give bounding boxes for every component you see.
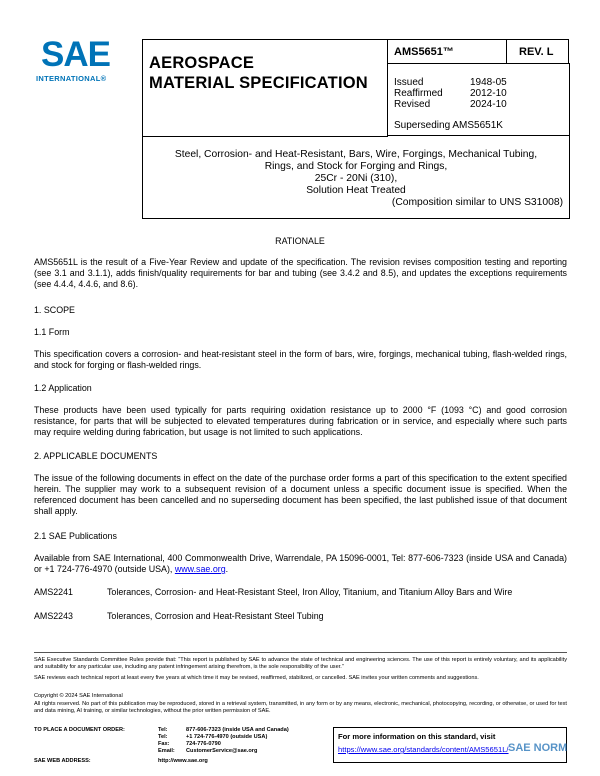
section-1-heading: 1. SCOPE [34,305,75,315]
reaffirmed-label: Reaffirmed [394,88,443,99]
standard-link[interactable]: https://www.sae.org/standards/content/AMS5651L/ [338,745,509,754]
rationale-text: AMS5651L is the result of a Five-Year Review and update of the specification. The revision revises composition testing and reporting (see 3.1 and 3.1.1), adds finish/quality requirements for bar and tubing (see 3.4.2 and 8.5), and updates the exceptions requirements (see 4.4.4, 4.4.6, and 8.6). [34,257,567,289]
documents-text: The issue of the following documents in effect on the date of the purchase order forms a part of this specification to the extent specified herein. The supplier may work to a subsequent revision of a document unless a specific document issue is specified. When the referenced document has been cancelled and no superseding document has been specified, the last published issue of that document shall apply. [34,473,567,516]
sae-logo [34,35,126,87]
section-1-1-heading: 1.1 Form [34,327,70,337]
logo-subtitle: INTERNATIONAL® [36,74,107,83]
subject-line2: Rings, and Stock for Forging and Rings, [264,161,448,172]
application-text: These products have been used typically for parts requiring oxidation resistance up to 2000 °F (1093 °C) and good corrosion resistance, for parts that will be subjected to elevated temperatures during fabrication or in service, and especially where such parts may require welding during fabrication, but usage is not limited to such applications. [34,405,567,437]
issued-label: Issued [394,77,424,88]
email-label: Email: [158,748,175,754]
spec-title-line1: AEROSPACE [149,54,255,72]
document-header [34,35,568,229]
issued-date: 1948-05 [470,77,507,88]
logo-wordmark: SAE [41,35,110,74]
rationale-heading: RATIONALE [275,236,325,246]
footer-rights-text: All rights reserved. No part of this publication may be reproduced, stored in a retrieval system, transmitted, in any form or by any means, electronic, mechanical, photocopying, recording, or otherwise, or used for text and data mining, AI training, or similar technologies, without the prior written permission of SAE. [34,701,567,714]
ref-code-ams2243: AMS2243 [34,611,73,621]
subject-cell [142,136,570,219]
info-box-title: For more information on this standard, visit [338,732,496,741]
tel2-label: Tel: [158,734,168,740]
spec-title-line2: MATERIAL SPECIFICATION [149,74,368,92]
revision-cell [505,39,569,64]
fax-value: 724-776-0790 [186,741,221,747]
footer-divider [34,652,567,653]
ref-title-ams2241: Tolerances, Corrosion- and Heat-Resistant Steel, Iron Alloy, Titanium, and Titanium Alloy Bars and Wire [107,587,513,597]
footer-rules-text: SAE Executive Standards Committee Rules provide that: “This report is published by SAE to advance the state of technical and engineering sciences. The use of this report is entirely voluntary, and its applicability and suitability for any particular use, including any patent infringement arising therefrom, is the sole responsibility of the user.” [34,657,567,670]
ref-title-ams2243: Tolerances, Corrosion and Heat-Resistant Steel Tubing [107,611,324,621]
doc-number: AMS5651™ [394,46,454,58]
section-2-1-heading: 2.1 SAE Publications [34,531,117,541]
superseding-text: Superseding AMS5651K [394,120,503,131]
footer-copyright: Copyright © 2024 SAE International [34,693,123,699]
form-text: This specification covers a corrosion- and heat-resistant steel in the form of bars, wire, forgings, mechanical tubing, flash-welded rings, and stock for forging or flash-welded rings. [34,349,567,370]
fax-label: Fax: [158,741,170,747]
email-value: CustomerService@sae.org [186,748,258,754]
section-1-2-heading: 1.2 Application [34,383,92,393]
order-label: TO PLACE A DOCUMENT ORDER: [34,727,125,733]
section-2-heading: 2. APPLICABLE DOCUMENTS [34,451,158,461]
ref-code-ams2241: AMS2241 [34,587,73,597]
tel2-value: +1 724-776-4970 (outside USA) [186,734,268,740]
reaffirmed-date: 2012-10 [470,88,507,99]
sae-website-link[interactable]: www.sae.org [174,564,226,574]
revised-date: 2024-10 [470,99,507,110]
subject-line3: 25Cr - 20Ni (310), [314,173,398,184]
web-value: http://www.sae.org [158,758,208,764]
dates-cell [387,63,570,136]
revision-label: REV. L [519,46,554,58]
web-label: SAE WEB ADDRESS: [34,758,91,764]
subject-line1: Steel, Corrosion- and Heat-Resistant, Bars, Wire, Forgings, Mechanical Tubing, [174,149,538,160]
watermark-logo: SAE NORM [508,742,568,754]
subject-line4: Solution Heat Treated [306,185,406,196]
revised-label: Revised [394,99,431,110]
availability-text: Available from SAE International, 400 Commonwealth Drive, Warrendale, PA 15096-0001, Tel: 877-606-7323 (inside USA and Canada) or +1 724-776-4970 (outside USA), www.sae.org. [34,553,567,574]
spec-title-cell [142,39,388,137]
tel-value: 877-606-7323 (inside USA and Canada) [186,727,289,733]
tel-label: Tel: [158,727,168,733]
footer-review-text: SAE reviews each technical report at least every five years at which time it may be revised, reaffirmed, stabilized, or cancelled. SAE invites your written comments and suggestions. [34,675,479,681]
doc-number-cell [387,39,507,64]
subject-line5: (Composition similar to UNS S31008) [391,197,563,208]
